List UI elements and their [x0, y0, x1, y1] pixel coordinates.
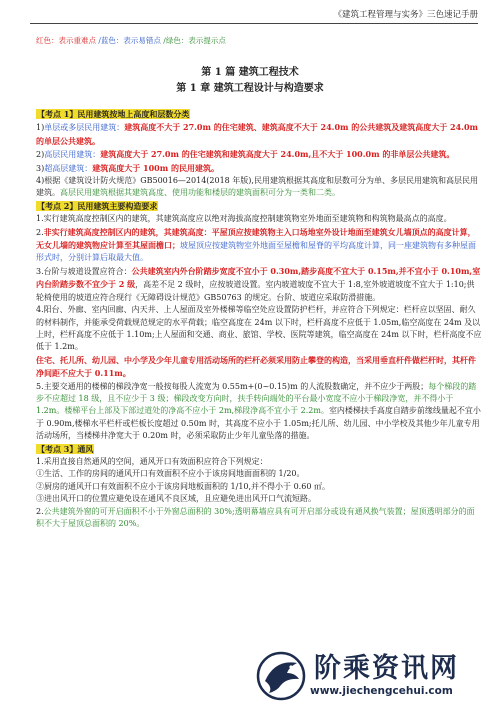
- site-watermark: [252, 646, 500, 707]
- section-heading-k3: 【考点 3】通风: [37, 443, 94, 454]
- k3-paragraph-2: ①生活、工作的房间的通风开口有效面积不应小于该房间地面面积的 1/20。: [36, 469, 305, 479]
- k1-paragraph-3: 3)超高层建筑：建筑高度大于 100m 的民用建筑。: [36, 162, 219, 173]
- watermark-url: www.jiechengcehui.com: [310, 685, 453, 697]
- k3-paragraph-3: ②厨房的通风开口有效面积不应小于该房间地板面积的 1/10,并不得小于 0.60 ㎡。: [36, 481, 330, 491]
- k1-paragraph-1: 1)单层或多层民用建筑：建筑高度不大于 27.0m 的住宅建筑、建筑高度不大于 24.0m 的公共建筑及建筑高度大于 24.0m 的单层公共建筑。: [36, 122, 478, 146]
- k3-paragraph-5: 2.公共建筑外窗的可开启面积不小于外窗总面积的 30%;透明幕墙应具有可开启部分或设有通风换气装置；屋顶透明部分的面积不大于屋顶总面积的 20%。: [36, 506, 475, 528]
- running-header: 《建筑工程管理与实务》三色速记手册: [333, 10, 478, 20]
- legend-green-term: 提示点: [203, 36, 226, 45]
- chapter-title: 第 1 章 建筑工程设计与构造要求: [176, 83, 324, 94]
- color-legend: [36, 35, 226, 46]
- k2-paragraph-2: 2.非实行建筑高度控制区内的建筑，其建筑高度：平屋顶应按建筑物主入口场地室外设计地面至建筑女儿墙顶点的高度计算，无女儿墙的建筑物应计算至其屋面檐口；坡屋顶应按建筑物室外地面至屋檐和屋脊的平均高度计算，同一座建筑物有多种屋面形式时，分别计算后取最大值。: [36, 226, 476, 263]
- k2-paragraph-4b: 住宅、托儿所、幼儿园、中小学及少年儿童专用活动场所的栏杆必须采用防止攀登的构造，当采用垂直杆件做栏杆时，其杆件净间距不应大于 0.11m。: [36, 354, 476, 379]
- legend-red-term: 重难点: [73, 36, 96, 45]
- watermark-title: 阶乘资讯网: [314, 653, 459, 684]
- legend-red-prefix: 红色：表示: [36, 36, 74, 45]
- k2-paragraph-3: 3.台阶与坡道设置应符合：公共建筑室内外台阶踏步宽度不宜小于 0.30m,踏步高度不宜大于 0.15m,并不宜小于 0.10m,室内台阶踏步数不宜少于 2 级，高差不足 2 级时，应按坡道设置。室内坡道坡度不宜大于 1:8,室外坡道坡度不宜大于 1:10;供轮椅使用的坡道应符合现行《无障碍设计规范》GB50763 的规定。台阶、坡道应采取防滑措施。: [36, 265, 481, 302]
- legend-green-prefix: /绿色：表示: [160, 36, 204, 45]
- k1-paragraph-4: 4)根据《建筑设计防火规范》GB50016—2014(2018 年版),民用建筑根据其高度和层数可分为单、多层民用建筑和高层民用建筑。高层民用建筑根据其建筑高度、使用功能和楼层的建筑面积可分为一类和二类。: [36, 176, 478, 198]
- section-heading-k1: 【考点 1】民用建筑按地上高度和层数分类: [37, 109, 190, 119]
- k3-paragraph-4: ③进出风开口的位置应避免设在通风不良区域，且应避免进出风开口气流短路。: [36, 494, 316, 504]
- eagle-logo-icon: [255, 651, 307, 701]
- part-title: 第 1 篇 建筑工程技术: [201, 67, 299, 78]
- k2-paragraph-5: 5.主要交通用的楼梯的梯段净宽一般按每股人流宽为 0.55m+(0~0.15)m 的人流股数确定，并不应少于两股；每个梯段的踏步不应超过 18 级，且不应少于 3 级；梯段改变方向时，扶手转向端处的平台最小宽度不应小于梯段净宽，并不得小于 1.2m。楼梯平台上部及下部过道处的净高不应小于 2m,梯段净高不宜小于 2.2m。室内楼梯扶手高度自踏步前缘线量起不宜小于 0.90m,楼梯水平栏杆或栏板长度超过 0.50m 时，其高度不应小于 1.05m;托儿所、幼儿园、中小学校及其他少年儿童专用活动场所，当楼梯井净宽大于 0.20m 时，必须采取防止少年儿童坠落的措施。: [36, 381, 481, 441]
- k2-paragraph-1: 1.实行建筑高度控制区内的建筑，其建筑高度应以绝对海拔高度控制建筑物室外地面至建筑物和构筑物最高点的高度。: [36, 214, 452, 224]
- k1-paragraph-2: 2)高层民用建筑：建筑高度大于 27.0m 的住宅建筑和建筑高度大于 24.0m,且不大于 100.0m 的非单层公共建筑。: [36, 149, 455, 160]
- k3-paragraph-1: 1.采用直接自然通风的空间，通风开口有效面积应符合下列规定：: [36, 456, 268, 466]
- header-divider: [30, 23, 478, 24]
- legend-blue-prefix: /蓝色：表示: [96, 36, 139, 45]
- legend-blue-term: 易错点: [138, 36, 161, 45]
- section-heading-k2: 【考点 2】民用建筑主要构造要求: [37, 200, 158, 211]
- document-body: [36, 108, 482, 530]
- k2-paragraph-4: 4.阳台、外廊、室内回廊、内天井、上人屋面及室外楼梯等临空处应设置防护栏杆，并应符合下列规定：栏杆应以坚固、耐久的材料制作，并能承受荷载规范规定的水平荷载；临空高度在 24m 以下时，栏杆高度不应低于 1.05m,临空高度在 24m 及以上时，栏杆高度不应低于 1.10m;上人屋面和交通、商业、旅馆、学校、医院等建筑，临空高度在 24m 以下时，栏杆高度不应低于 1.2m。: [36, 305, 482, 352]
